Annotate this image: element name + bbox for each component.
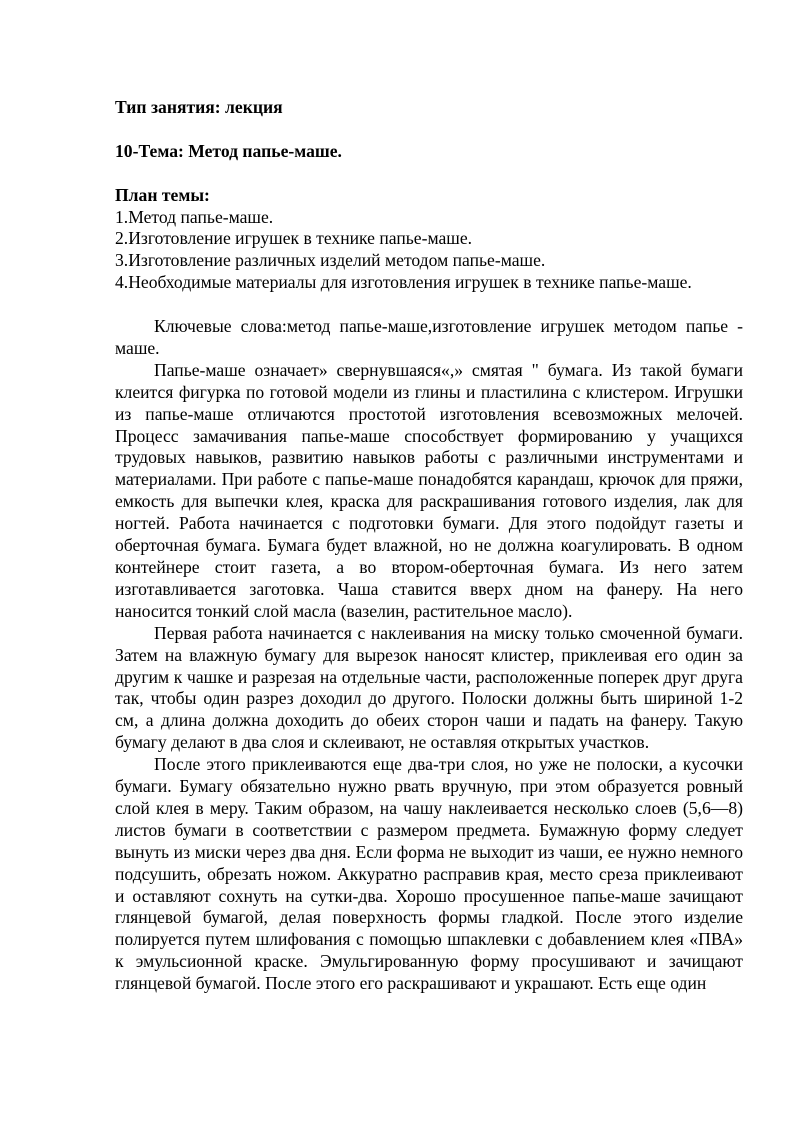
- body-paragraph: Папье-маше означает» свернувшаяся«,» смятая " бумага. Из такой бумаги клеится фигурка по готовой модели из глины и пластилина с клистером. Игрушки из папье-маше отличаются простотой изготовления всевозможных мелочей. Процесс замачивания папье-маше способствует формированию у учащихся трудовых навыков, развитию навыков работы с различными инструментами и материалами. При работе с папье-маше понадобятся карандаш, крючок для пряжи, емкость для выпечки клея, краска для раскрашивания готового изделия, лак для ногтей. Работа начинается с подготовки бумаги. Для этого подойдут газеты и оберточная бумага. Бумага будет влажной, но не должна коагулировать. В одном контейнере стоит газета, а во втором-оберточная бумага. Из него затем изготавливается заготовка. Чаша ставится вверх дном на фанеру. На него наносится тонкий слой масла (вазелин, растительное масло).: [115, 359, 743, 621]
- body-paragraph: После этого приклеиваются еще два-три слоя, но уже не полоски, а кусочки бумаги. Бумагу обязательно нужно рвать вручную, при этом образуется ровный слой клея в меру. Таким образом, на чашу наклеивается несколько слоев (5,6—8) листов бумаги в соответствии с размером предмета. Бумажную форму следует вынуть из миски через два дня. Если форма не выходит из чаши, ее нужно немного подсушить, обрезать ножом. Аккуратно расправив края, место среза приклеивают и оставляют сохнуть на сутки-два. Хорошо просушенное папье-маше зачищают глянцевой бумагой, делая поверхность формы гладкой. После этого изделие полируется путем шлифования с помощью шпаклевки с добавлением клея «ПВА» к эмульсионной краске. Эмульгированную форму просушивают и зачищают глянцевой бумагой. После этого его раскрашивают и украшают. Есть еще один: [115, 754, 743, 994]
- plan-item: 2.Изготовление игрушек в технике папье-маше.: [115, 228, 473, 249]
- plan-item: 4.Необходимые материалы для изготовления игрушек в технике папье-маше.: [115, 272, 692, 293]
- body-paragraph: Первая работа начинается с наклеивания на миску только смоченной бумаги. Затем на влажную бумагу для вырезок наносят клистер, приклеивая его один за другим к чашке и разрезая на отдельные части, расположенные поперек друг друга так, чтобы один разрез доходил до другого. Полоски должны быть шириной 1-2 см, а длина должна доходить до обеих сторон чаши и падать на фанеру. Такую бумагу делают в два слоя и склеивают, не оставляя открытых участков.: [115, 622, 743, 753]
- plan-title: План темы:: [115, 184, 210, 205]
- keywords-paragraph: Ключевые слова:метод папье-маше,изготовление игрушек методом папье - маше.: [115, 316, 743, 358]
- plan-item: 3.Изготовление различных изделий методом папье-маше.: [115, 250, 546, 271]
- topic-heading: 10-Тема: Метод папье-маше.: [115, 140, 342, 161]
- lesson-type-heading: Тип занятия: лекция: [115, 97, 283, 117]
- plan-item: 1.Метод папье-маше.: [115, 206, 274, 227]
- document-page: [115, 97, 743, 995]
- plan-list: [115, 207, 743, 295]
